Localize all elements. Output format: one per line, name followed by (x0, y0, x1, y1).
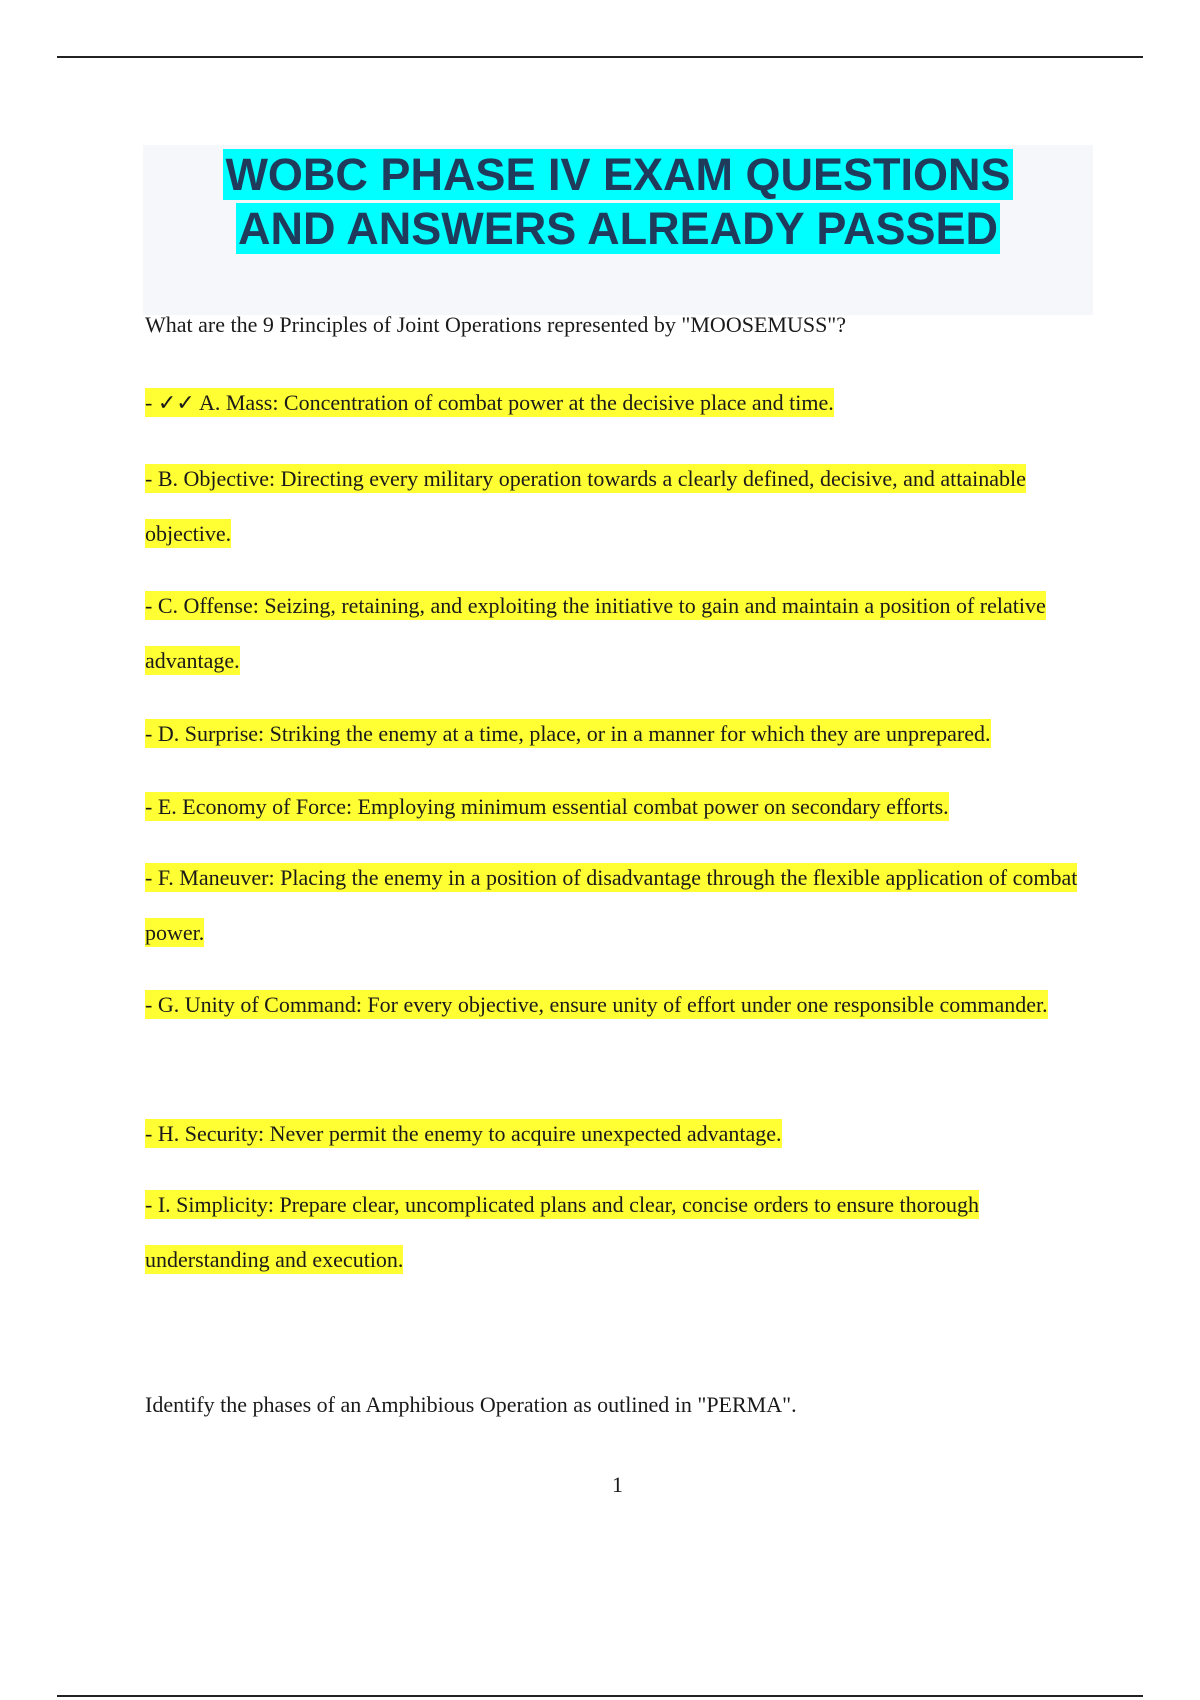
answer-d-text: - D. Surprise: Striking the enemy at a time, place, or in a manner for which they are unprepared. (145, 721, 991, 746)
answer-b-objective (145, 451, 1085, 561)
document-title-line-1 (143, 148, 1093, 202)
answer-i-simplicity (145, 1177, 1085, 1287)
title-line-1-text: WOBC PHASE IV EXAM QUESTIONS (225, 149, 1011, 200)
answer-d-surprise (145, 706, 1085, 761)
answer-e-economy-of-force (145, 779, 1085, 834)
answer-f-text: - F. Maneuver: Placing the enemy in a position of disadvantage through the flexible application of combat power. (145, 865, 1078, 945)
top-rule (57, 56, 1143, 58)
answer-f-maneuver (145, 850, 1085, 960)
document-title-line-2 (143, 202, 1093, 256)
answer-c-offense (145, 578, 1085, 688)
answer-c-text: - C. Offense: Seizing, retaining, and exploiting the initiative to gain and maintain a position of relative advantage. (145, 593, 1046, 673)
answer-a-mass (145, 375, 1085, 430)
answer-h-security (145, 1106, 1085, 1161)
answer-b-text: - B. Objective: Directing every military operation towards a clearly defined, decisive, and attainable objective. (145, 466, 1026, 546)
page-number: 1 (612, 1472, 623, 1497)
answer-e-text: - E. Economy of Force: Employing minimum essential combat power on secondary efforts. (145, 794, 949, 819)
question-perma: Identify the phases of an Amphibious Operation as outlined in "PERMA". (145, 1392, 797, 1417)
answer-i-text: - I. Simplicity: Prepare clear, uncomplicated plans and clear, concise orders to ensure thorough understanding and execution. (145, 1192, 979, 1272)
answer-g-text: - G. Unity of Command: For every objective, ensure unity of effort under one responsible commander. (145, 992, 1048, 1017)
answer-a-text: - ✓✓ A. Mass: Concentration of combat power at the decisive place and time. (145, 390, 834, 415)
bottom-rule (57, 1695, 1143, 1697)
title-block (143, 145, 1093, 315)
answer-h-text: - H. Security: Never permit the enemy to acquire unexpected advantage. (145, 1121, 782, 1146)
question-moosemuss: What are the 9 Principles of Joint Operations represented by "MOOSEMUSS"? (145, 312, 847, 337)
answer-g-unity-of-command (145, 977, 1085, 1032)
title-line-2-text: AND ANSWERS ALREADY PASSED (237, 203, 999, 254)
